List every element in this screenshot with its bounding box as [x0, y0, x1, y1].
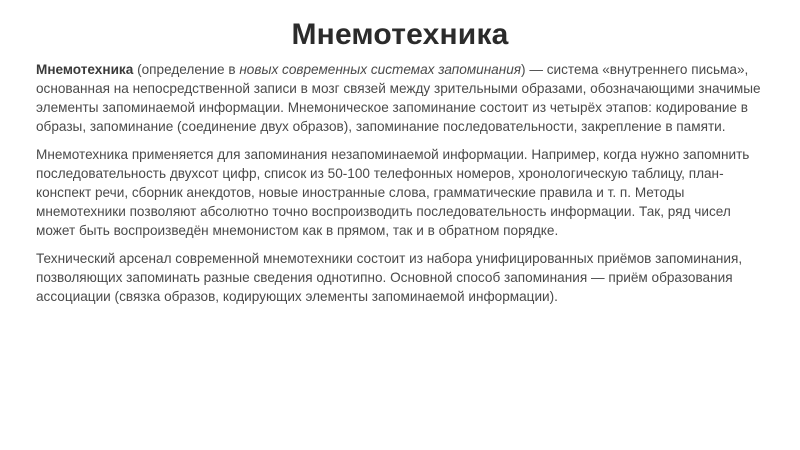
definition-text-b: ) — система «внутреннего письма», основанная на непосредственной записи в мозг связей между зрительными образами, обозначающими значимые элементы запоминаемой информации. Мнемоническое запоминание состоит из четырёх этапов: кодирование в образы, запоминание (соединение двух образов), запоминание последовательности, закрепление в памяти. — [36, 62, 761, 134]
definition-italic: новых современных системах запоминания — [239, 62, 522, 77]
slide-title: Мнемотехника — [291, 18, 509, 51]
definition-text-a: (определение в — [133, 62, 240, 77]
paragraph-application: Мнемотехника применяется для запоминания незапоминаемой информации. Например, когда нужно запомнить последовательность двухсот цифр, список из 50-100 телефонных номеров, хронологическую таблицу, план-конспект речи, сборник анекдотов, новые иностранные слова, грамматические правила и т. п. Методы мнемотехники позволяют абсолютно точно воспроизводить последовательность информации. Так, ряд чисел может быть воспроизведён мнемонистом как в прямом, так и в обратном порядке. — [36, 147, 750, 238]
paragraph-definition — [36, 60, 768, 136]
paragraph-arsenal: Технический арсенал современной мнемотехники состоит из набора унифицированных приёмов запоминания, позволяющих запоминать разные сведения однотипно. Основной способ запоминания — приём образования ассоциации (связка образов, кодирующих элементы запоминаемой информации). — [36, 251, 743, 304]
term-bold: Мнемотехника — [36, 62, 134, 77]
slide-body — [36, 60, 768, 315]
